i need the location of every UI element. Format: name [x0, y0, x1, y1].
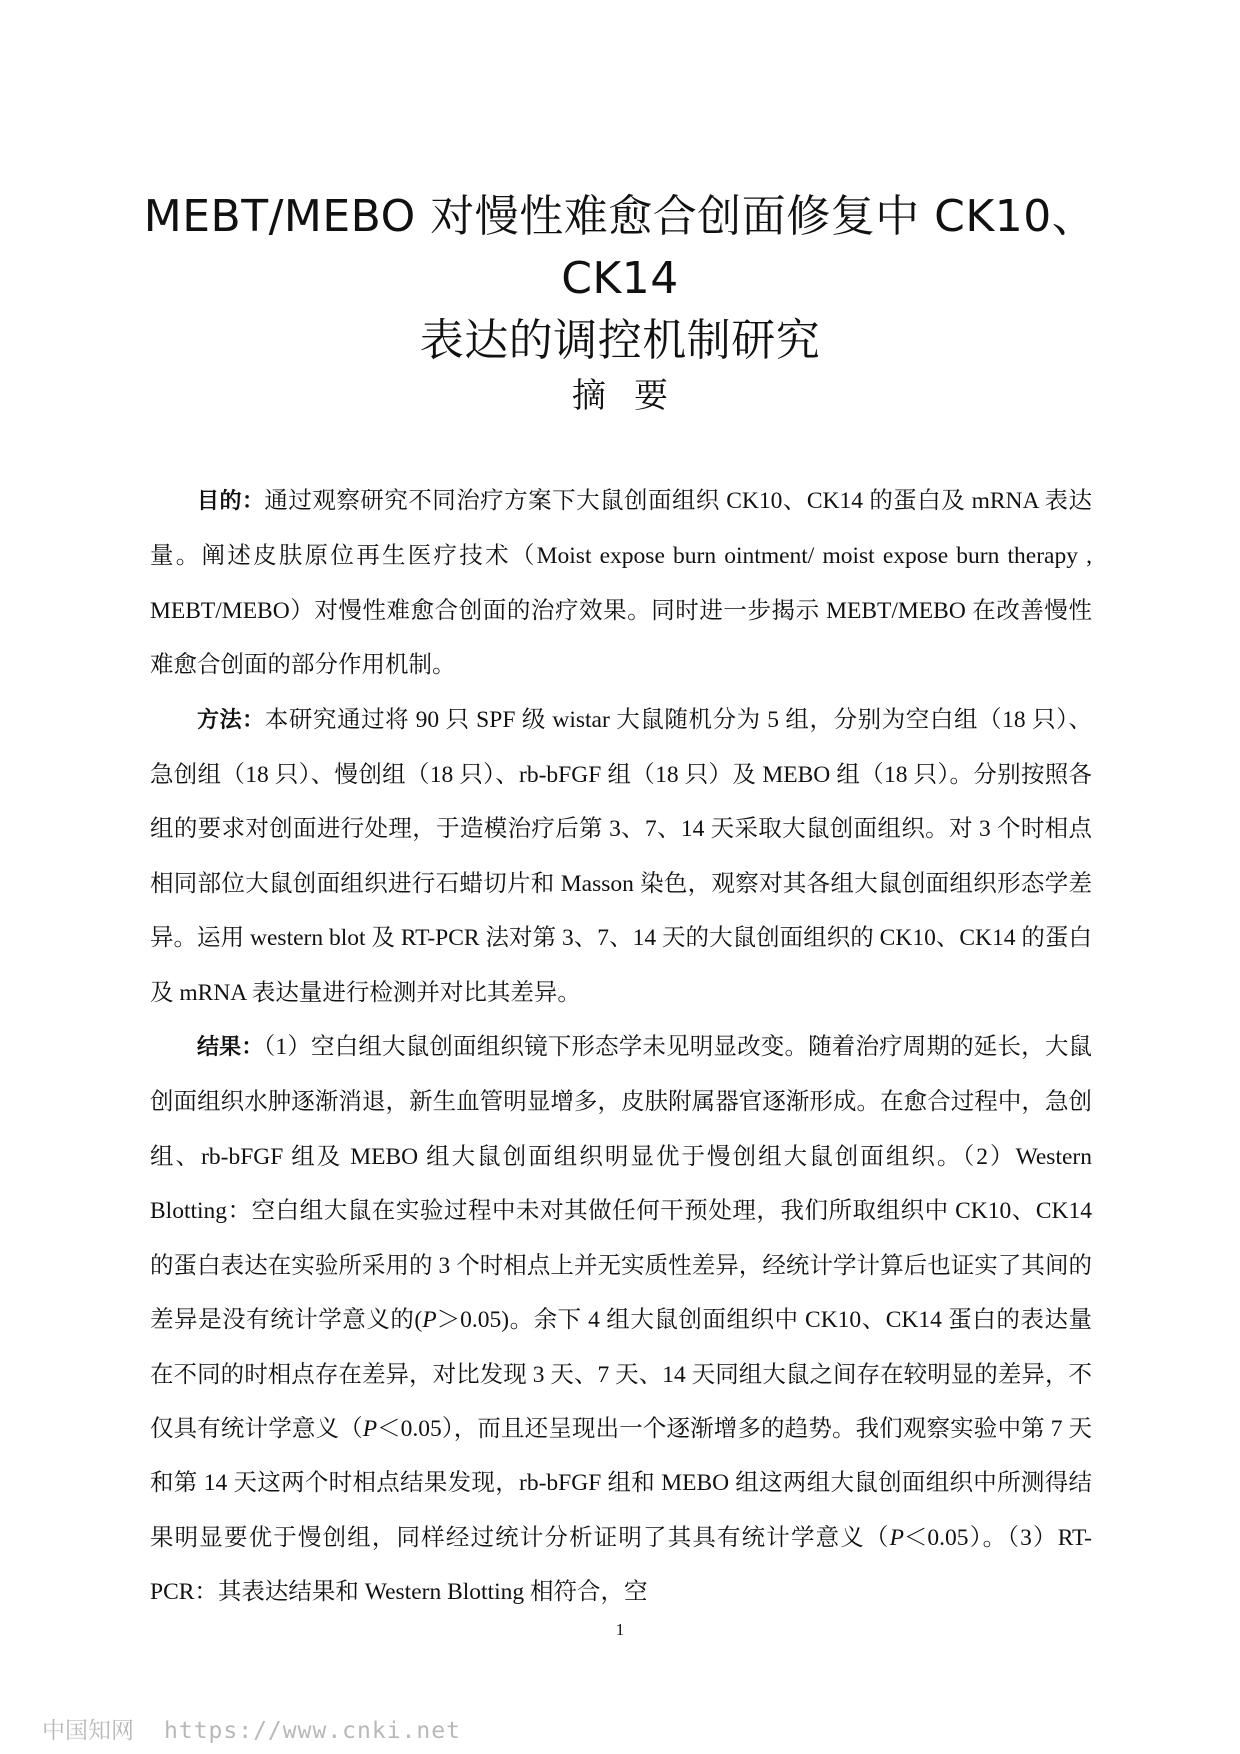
method-text: 本研究通过将 90 只 SPF 级 wistar 大鼠随机分为 5 组，分别为空白组（18 只）、急创组（18 只）、慢创组（18 只）、rb-bFGF 组（18 只）及 MEBO 组（18 只）。分别按照各组的要求对创面进行处理，于造模治疗后第 3、7、14 天采取大鼠创面组织。对 3 个时相点相同部位大鼠创面组织进行石蜡切片和 Masson 染色，观察对其各组大鼠创面组织形态学差异。运用 western blot 及 RT-PCR 法对第 3、7、14 天的大鼠创面组织的 CK10、CK14 的蛋白及 mRNA 表达量进行检测并对比其差异。	[150, 706, 1092, 1006]
results-text-1: （1）空白组大鼠创面组织镜下形态学未见明显改变。随着治疗周期的延长，大鼠创面组织水肿逐渐消退，新生血管明显增多，皮肤附属器官逐渐形成。在愈合过程中，急创组、rb-bFGF 组及 MEBO 组大鼠创面组织明显优于慢创组大鼠创面组织。（2）Western Blotting：空白组大鼠在实验过程中未对其做任何干预处理，我们所取组织中 CK10、CK14 的蛋白表达在实验所采用的 3 个时相点上并无实质性差异，经统计学计算后也证实了其间的差异是没有统计学意义的(	[150, 1034, 1092, 1334]
paper-title-line-1: MEBT/MEBO 对慢性难愈合创面修复中 CK10、CK14	[143, 191, 1097, 304]
p-value-symbol: P	[362, 1415, 378, 1442]
results-text-4: ＜0.05）。（3）RT-PCR：其表达结果和 Western Blotting 相符合，空	[150, 1524, 1092, 1606]
objective-paragraph	[150, 474, 1092, 693]
watermark-brand: 中国知网	[42, 1718, 134, 1744]
p-value-symbol: P	[889, 1524, 904, 1551]
cnki-watermark	[42, 1712, 461, 1745]
objective-text: 通过观察研究不同治疗方案下大鼠创面组织 CK10、CK14 的蛋白及 mRNA 表达量。阐述皮肤原位再生医疗技术（Moist expose burn ointment/ moist expose burn therapy , MEBT/MEBO）对慢性难愈合创面的治疗效果。同时进一步揭示 MEBT/MEBO 在改善慢性难愈合创面的部分作用机制。	[150, 488, 1092, 679]
paper-title	[100, 186, 1140, 372]
results-text-2: ＞0.05)。余下 4 组大鼠创面组织中 CK10、CK14 蛋白的表达量在不同的时相点存在差异，对比发现 3 天、7 天、14 天同组大鼠之间存在较明显的差异，不仅具有统计学意义（	[150, 1307, 1092, 1442]
abstract-body	[150, 474, 1092, 1620]
method-label: 方法：	[197, 707, 265, 733]
results-label: 结果：	[197, 1035, 264, 1061]
abstract-heading: 摘要	[572, 376, 696, 416]
results-paragraph	[150, 1020, 1092, 1619]
method-paragraph	[150, 693, 1092, 1020]
results-text-3: ＜0.05），而且还呈现出一个逐渐增多的趋势。我们观察实验中第 7 天和第 14 天这两个时相点结果发现，rb-bFGF 组和 MEBO 组这两组大鼠创面组织中所测得结果明显要优于慢创组，同样经过统计分析证明了其具有统计学意义（	[150, 1415, 1093, 1551]
paper-title-line-2: 表达的调控机制研究	[419, 315, 821, 366]
objective-label: 目的：	[197, 489, 265, 514]
p-value-symbol: P	[422, 1307, 437, 1334]
page-number: 1	[615, 1620, 625, 1639]
watermark-url: https://www.cnki.net	[164, 1718, 461, 1744]
